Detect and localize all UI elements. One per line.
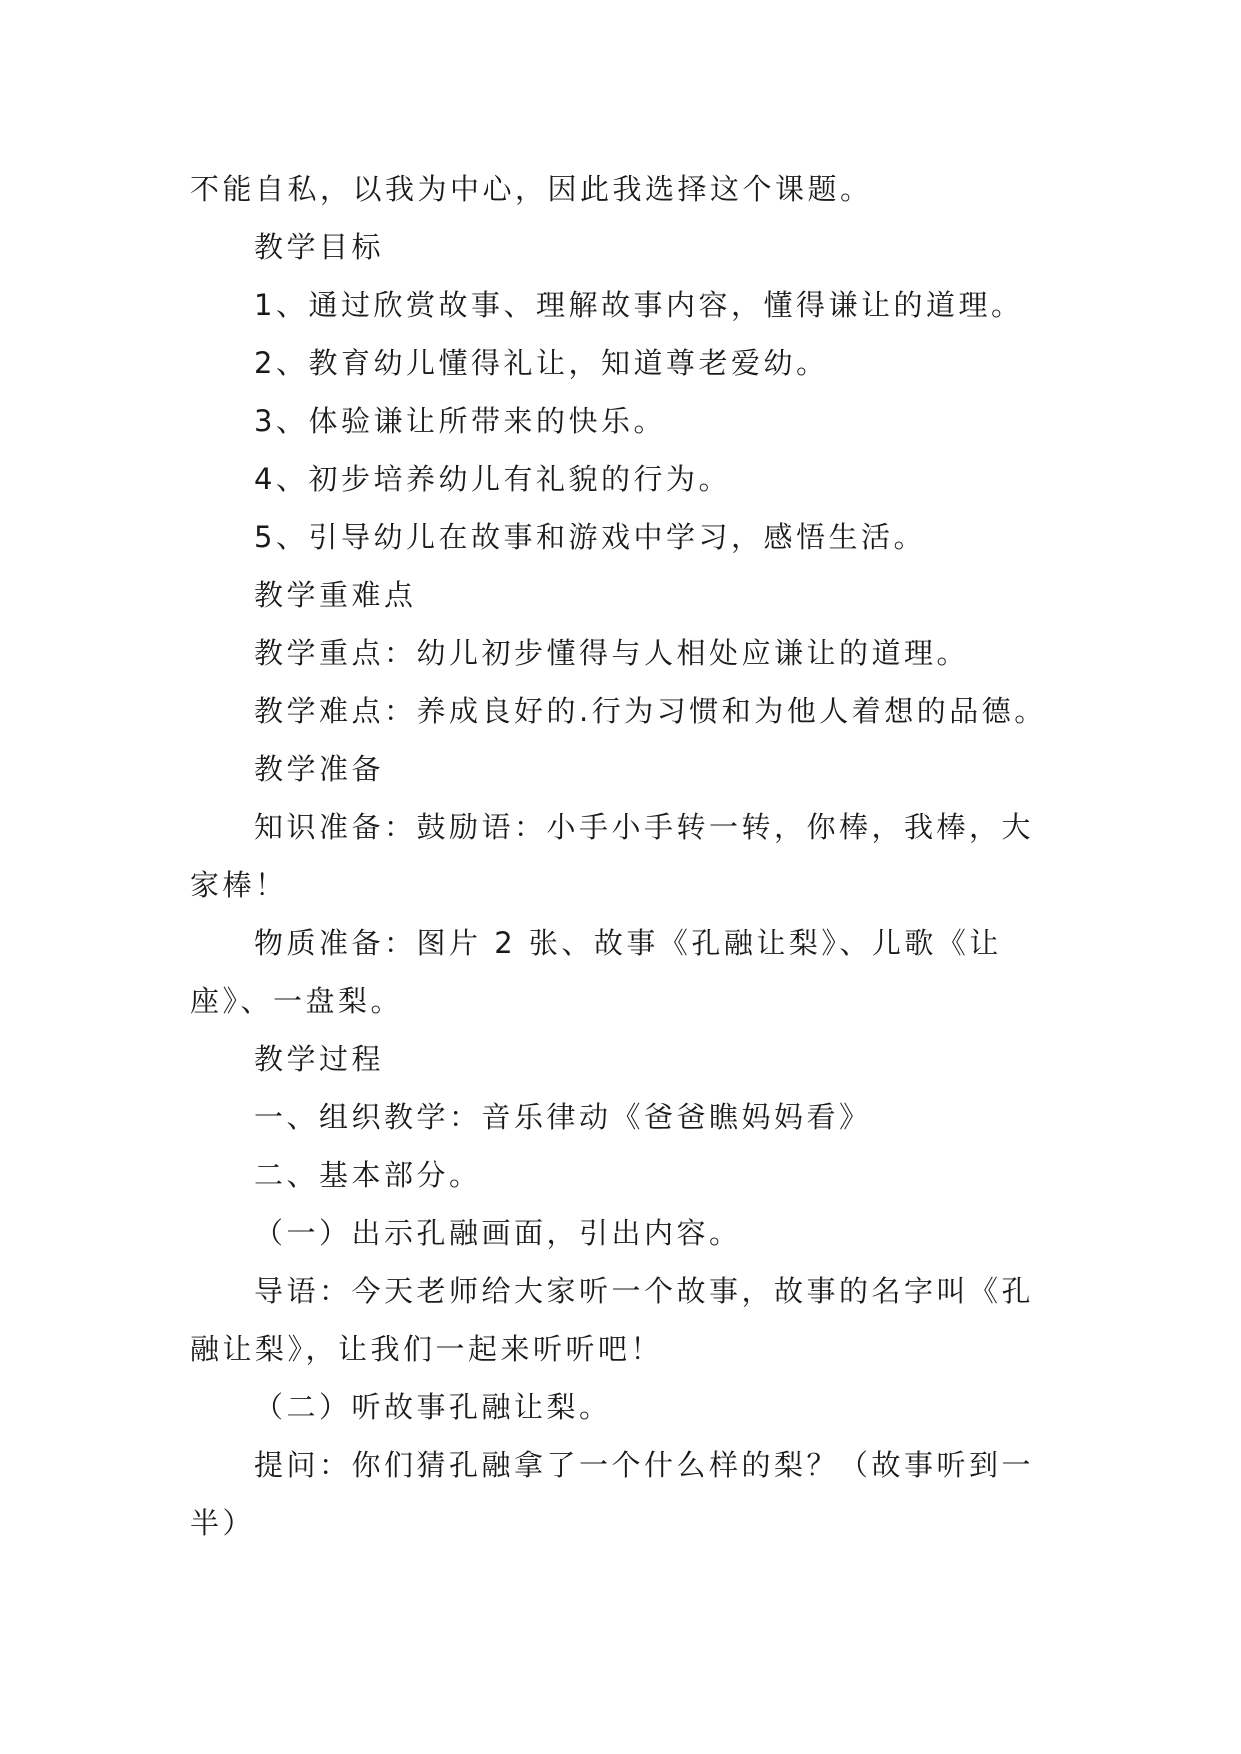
goal-item-1: 1、通过欣赏故事、理解故事内容，懂得谦让的道理。 [254,288,1024,322]
key-point: 教学重点：幼儿初步懂得与人相处应谦让的道理。 [254,636,970,670]
question-paragraph: 提问：你们猜孔融拿了一个什么样的梨？（故事听到一半） [190,1448,1035,1540]
process-substep-1: （一）出示孔融画面，引出内容。 [254,1216,742,1250]
knowledge-preparation: 知识准备：鼓励语：小手小手转一转，你棒，我棒，大家棒！ [190,810,1035,902]
section-heading-key-points: 教学重难点 [254,578,417,612]
goal-item-2: 2、教育幼儿懂得礼让，知道尊老爱幼。 [254,346,829,380]
document-body [190,160,1060,1552]
guide-words: 导语：今天老师给大家听一个故事，故事的名字叫《孔融让梨》，让我们一起来听听吧！ [190,1274,1035,1366]
intro-paragraph: 不能自私，以我为中心，因此我选择这个课题。 [190,172,873,206]
process-substep-2: （二）听故事孔融让梨。 [254,1390,612,1424]
goal-item-3: 3、体验谦让所带来的快乐。 [254,404,666,438]
process-step-1: 一、组织教学：音乐律动《爸爸瞧妈妈看》 [254,1100,872,1134]
section-heading-teaching-goals: 教学目标 [254,230,385,264]
section-heading-process: 教学过程 [254,1042,385,1076]
process-step-2: 二、基本部分。 [254,1158,482,1192]
difficult-point: 教学难点：养成良好的.行为习惯和为他人着想的品德。 [254,694,1047,728]
goal-item-4: 4、初步培养幼儿有礼貌的行为。 [254,462,731,496]
material-preparation: 物质准备：图片 2 张、故事《孔融让梨》、儿歌《让座》、一盘梨。 [190,926,1002,1018]
section-heading-preparation: 教学准备 [254,752,385,786]
goal-item-5: 5、引导幼儿在故事和游戏中学习，感悟生活。 [254,520,926,554]
